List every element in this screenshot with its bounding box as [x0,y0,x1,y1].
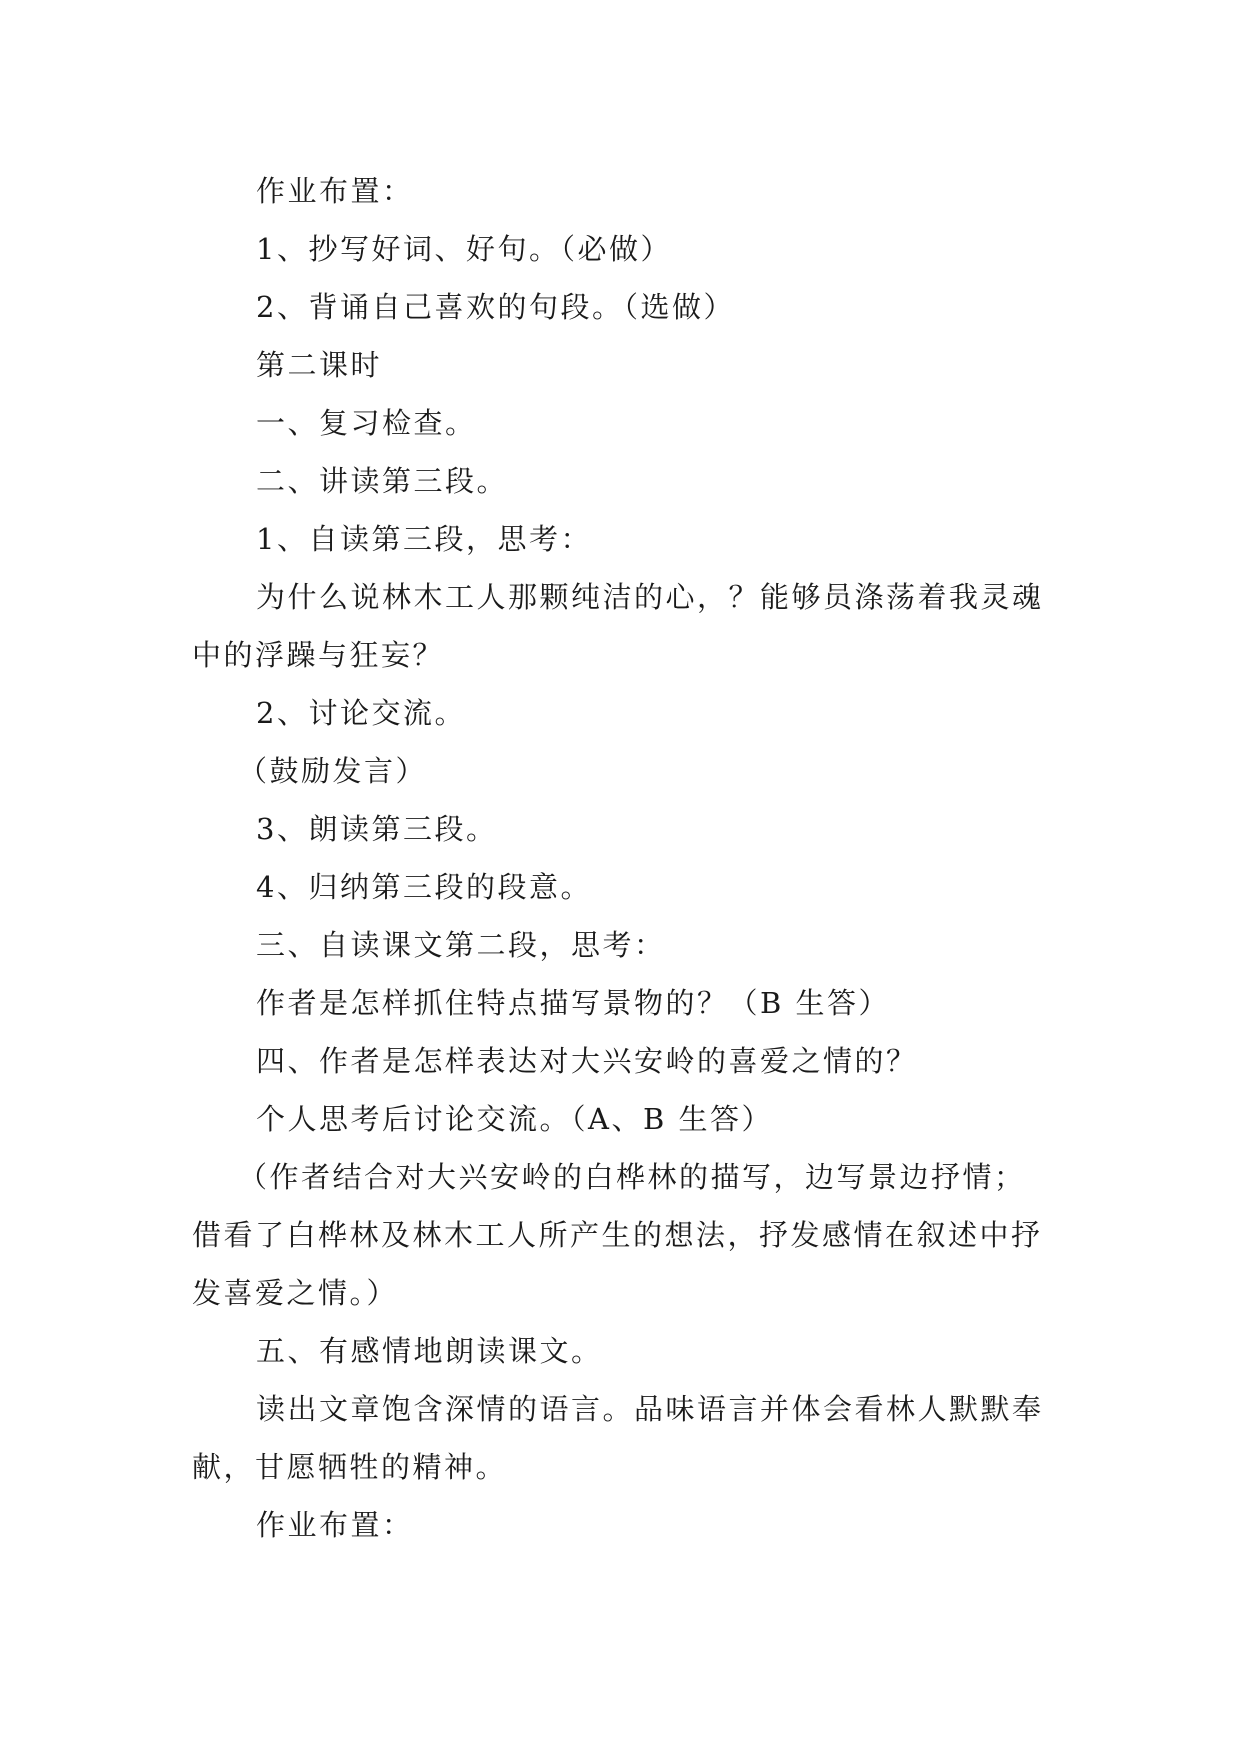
document-body [192,162,1052,1554]
self-reading-question: 作者是怎样抓住特点描写景物的？（B 生答） [256,986,891,1020]
section-self-reading: 三、自读课文第二段，思考： [256,928,666,962]
reading-note: （鼓励发言） [238,754,428,788]
heading-homework-2: 作业布置： [256,1508,414,1542]
reading-step-3: 3、朗读第三段。 [256,812,498,846]
lesson-title: 第二课时 [256,348,383,382]
reading-step-4: 4、归纳第三段的段意。 [256,870,592,904]
reading-step-1: 1、自读第三段，思考： [256,522,592,556]
expression-answer: （作者结合对大兴安岭的白桦林的描写，边写景边抒情；借看了白桦林及林木工人所产生的想法，抒发感情在叙述中抒发喜爱之情。） [192,1160,1043,1310]
reading-step-2: 2、讨论交流。 [256,696,466,730]
recital-instruction: 读出文章饱含深情的语言。品味语言并体会看林人默默奉献，甘愿牺牲的精神。 [192,1392,1044,1484]
section-recital: 五、有感情地朗读课文。 [256,1334,603,1368]
section-review: 一、复习检查。 [256,406,477,440]
homework-item-2: 2、背诵自己喜欢的句段。（选做） [256,290,735,324]
heading-homework: 作业布置： [256,174,414,208]
reading-question: 为什么说林木工人那颗纯洁的心，？能够员涤荡着我灵魂中的浮躁与狂妄？ [192,580,1044,672]
section-reading: 二、讲读第三段。 [256,464,509,498]
homework-item-1: 1、抄写好词、好句。（必做） [256,232,672,266]
expression-discussion: 个人思考后讨论交流。（A、B 生答） [256,1102,773,1136]
section-expression: 四、作者是怎样表达对大兴安岭的喜爱之情的？ [256,1044,918,1078]
